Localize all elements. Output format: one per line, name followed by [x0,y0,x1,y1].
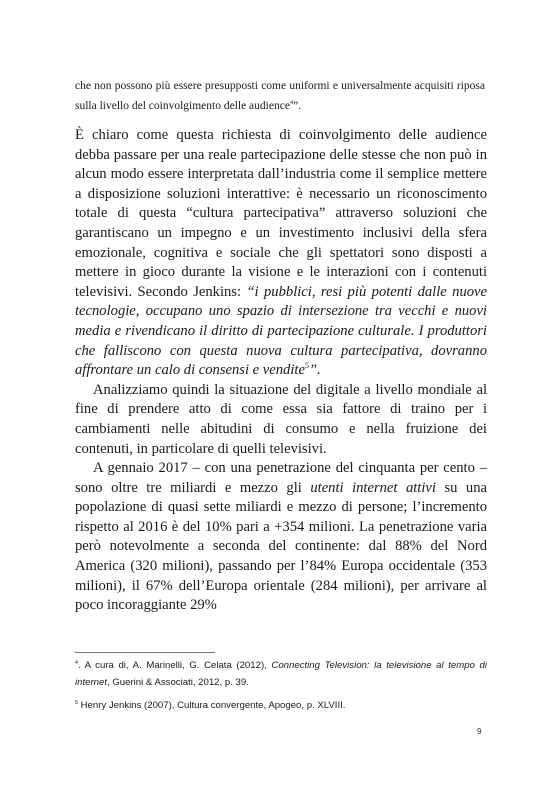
paragraph-3-text-a: A gennaio 2017 – con una penetrazione del cinquanta per cento – sono oltre tre miliardi e mezzo gli [75,460,487,496]
footnote-4-title: Connecting Television: la televisione al tempo di internet [75,660,487,688]
paragraph-1 [75,126,487,381]
footnote-separator [75,652,215,653]
paragraph-3-text-b: su una popolazione di quasi sette miliardi e mezzo di persone; l’incremento rispetto al 2016 è del 10% pari a +354 milioni. La penetrazione varia però notevolmente a seconda del continente: dal 88% del Nord America (320 milioni), passando per l’84% Europa occidentale (353 milioni), il 67% dell’Europa orientale (284 milioni), per arrivare al poco incoraggiante 29% [75,479,487,614]
footnote-4-text-b: , Guerini & Associati, 2012, p. 39. [107,677,249,688]
jenkins-quote-end: ”. [308,362,321,379]
footnote-4 [75,657,487,691]
paragraph-1-text: È chiaro come questa richiesta di coinvolgimento delle audience debba passare per una reale partecipazione delle stesse che non può in alcun modo essere interpretata dall’industria come il semplice mettere a disposizione soluzioni interattive: è necessario un riconoscimento totale di questa “cultura partecipativa” attraverso soluzioni che garantiscano un impegno e un investimento inclusivi della sfera emozionale, cognitiva e sociale che gli spettatori sono disposti a mettere in gioco durante la visione e le interazioni con i contenuti televisivi. Secondo Jenkins: [75,127,487,300]
footnote-5-text: Henry Jenkins (2007), Cultura convergente, Apogeo, p. XLVIII. [77,700,346,711]
footnote-5 [75,697,487,714]
footnote-ref-4[interactable]: 4 [289,99,294,107]
quote-continuation-text: che non possono più essere presupposti come uniformi e universalmente acquisiti riposa sulla livello del coinvolgimento delle audience [75,80,485,112]
footnote-4-text-a: . A cura di, A. Marinelli, G. Celata (2012), [77,660,272,671]
footnote-5-number: 5 [75,699,78,706]
body-text [75,126,487,616]
quote-continuation-closing: ”. [293,100,302,112]
paragraph-2: Analizziamo quindi la situazione del digitale a livello mondiale al fine di prendere atto di come essa sia fattore di traino per i cambiamenti nelle abitudini di consumo e nella fruizione dei contenuti, in particolare di quelli televisivi. [75,381,487,457]
footnote-4-number: 4 [75,659,78,666]
footnote-ref-5[interactable]: 5 [304,361,309,371]
page-number: 9 [477,727,482,736]
quote-continuation [75,76,485,116]
paragraph-3 [75,459,487,616]
paragraph-3-emphasis: utenti internet attivi [310,479,436,496]
jenkins-quote: “i pubblici, resi più potenti dalle nuove tecnologie, occupano uno spazio di intersezione tra vecchi e nuovi media e rivendicano il diritto di partecipazione culturale. I produttori che falliscono con questa nuova cultura partecipativa, dovranno affrontare un calo di consensi e vendite [75,283,487,379]
